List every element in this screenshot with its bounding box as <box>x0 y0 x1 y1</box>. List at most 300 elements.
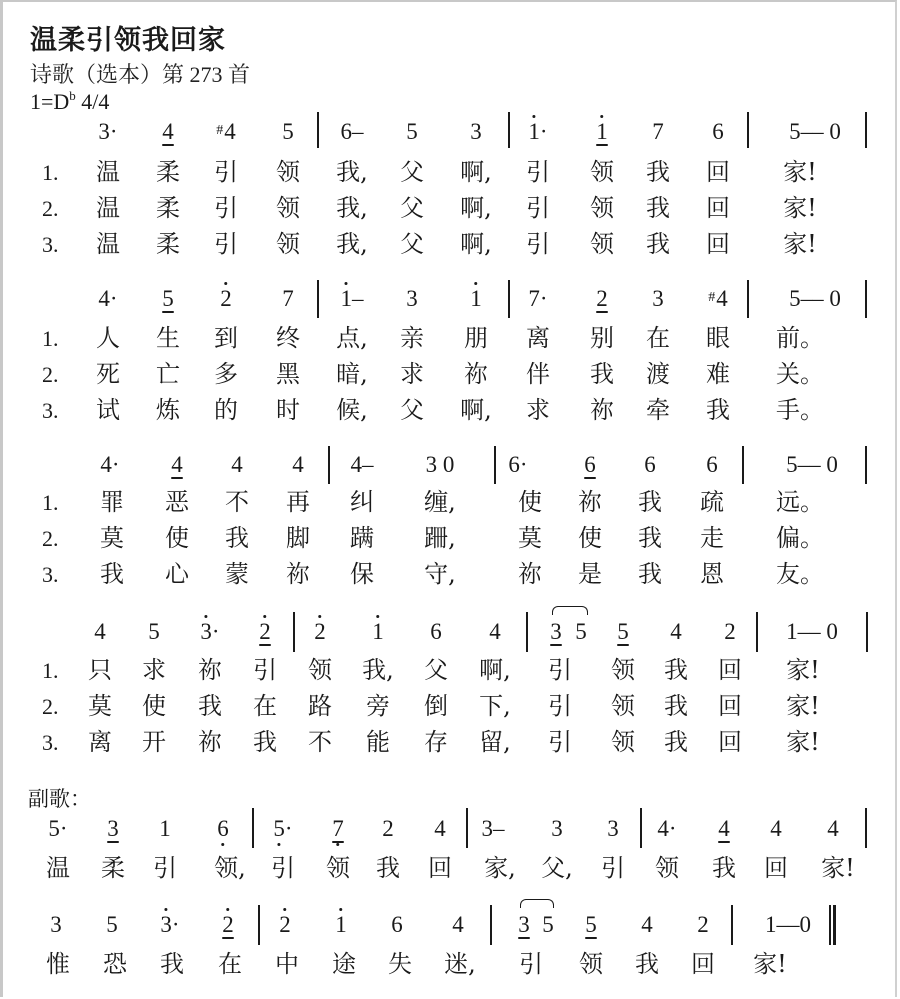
lyric-syllable: 引 <box>153 854 177 882</box>
lyric-syllable: 路 <box>308 692 332 720</box>
lyric-syllable: 祢 <box>198 656 222 684</box>
lyric-syllable: 我 <box>253 728 277 756</box>
note-duration: –– 0 <box>800 119 841 144</box>
lyric-syllable: 恩 <box>700 560 724 588</box>
note <box>217 817 229 840</box>
note <box>391 913 403 936</box>
lyric-syllable: 家! <box>821 854 855 882</box>
final-double-barline <box>829 905 836 945</box>
note <box>162 287 174 310</box>
lyric-syllable: 引 <box>253 656 277 684</box>
barline <box>747 112 749 148</box>
note <box>220 287 232 310</box>
barline <box>317 280 319 318</box>
lyric-syllable: 我, <box>336 158 368 186</box>
lyric-syllable: 保 <box>350 560 374 588</box>
lyric-syllable: 倒 <box>424 692 448 720</box>
lyric-syllable: 死 <box>96 360 120 388</box>
lyric-syllable: 疏 <box>700 488 724 516</box>
lyric-syllable: 家! <box>786 728 820 756</box>
lyric-syllable: 在 <box>218 950 242 978</box>
note <box>644 453 656 476</box>
note <box>528 287 547 310</box>
note <box>434 817 446 840</box>
note <box>426 453 455 476</box>
lyric-syllable: 引 <box>214 230 238 258</box>
lyric-syllable: 我 <box>638 488 662 516</box>
note-duration: · <box>211 619 220 644</box>
lyric-syllable: 莫 <box>518 524 542 552</box>
lyric-syllable: 使 <box>578 524 602 552</box>
lyric-syllable: 家! <box>783 194 817 222</box>
note-digit: 4 <box>350 452 362 477</box>
lyric-syllable: 伴 <box>526 360 550 388</box>
note-digit: 6 <box>391 912 403 937</box>
lyric-syllable: 恶 <box>165 488 189 516</box>
lyric-syllable: 我 <box>160 950 184 978</box>
note-digit: 4 <box>171 452 183 477</box>
note <box>372 620 384 643</box>
note <box>222 913 234 936</box>
lyric-syllable: 别 <box>590 324 614 352</box>
note-digit: 4 <box>827 816 839 841</box>
lyric-syllable: 亡 <box>156 360 180 388</box>
note <box>341 120 364 143</box>
lyric-syllable: 我 <box>664 692 688 720</box>
lyric-syllable: 家! <box>786 656 820 684</box>
lyric-syllable: 旁 <box>366 692 390 720</box>
note-digit: 4 <box>641 912 653 937</box>
verse-number: 1. <box>42 160 59 185</box>
note-duration: –– 0 <box>800 286 841 311</box>
lyric-syllable: 温 <box>96 230 120 258</box>
note-duration: · <box>171 912 180 937</box>
barline <box>328 446 330 484</box>
lyric-syllable: 不 <box>308 728 332 756</box>
barline <box>756 612 758 652</box>
note <box>231 453 243 476</box>
note <box>98 287 117 310</box>
note <box>162 120 174 143</box>
verse-number: 2. <box>42 526 59 551</box>
lyric-syllable: 祢 <box>464 360 488 388</box>
note <box>50 913 62 936</box>
lyric-syllable: 家! <box>786 692 820 720</box>
note <box>575 620 587 643</box>
note <box>652 287 664 310</box>
lyric-syllable: 留, <box>479 728 511 756</box>
lyric-syllable: 我, <box>362 656 394 684</box>
note-digit: 2 <box>314 619 326 644</box>
note-digit: 1 <box>786 619 798 644</box>
note-duration: · <box>668 816 677 841</box>
note-digit: 4 <box>100 452 112 477</box>
note <box>279 913 291 936</box>
lyric-syllable: 求 <box>400 360 424 388</box>
note-duration: –– 0 <box>797 452 838 477</box>
note <box>341 287 364 310</box>
lyric-syllable: 柔 <box>156 230 180 258</box>
note-digit: 4 <box>98 286 110 311</box>
lyric-syllable: 中 <box>275 950 299 978</box>
note-digit: 2 <box>222 912 234 937</box>
barline <box>640 808 642 848</box>
note-duration: · <box>59 816 68 841</box>
lyric-syllable: 啊, <box>460 396 492 424</box>
lyric-syllable: 渡 <box>646 360 670 388</box>
note-digit: 6 <box>430 619 442 644</box>
lyric-syllable: 引 <box>271 854 295 882</box>
note-duration: – <box>493 816 505 841</box>
note-digit: 5 <box>406 119 418 144</box>
lyric-syllable: 我 <box>706 396 730 424</box>
note-digit: 1 <box>340 286 352 311</box>
lyric-syllable: 使 <box>518 488 542 516</box>
note <box>406 120 418 143</box>
note <box>712 120 724 143</box>
lyric-syllable: 引 <box>526 230 550 258</box>
lyric-syllable: 终 <box>276 324 300 352</box>
note <box>159 817 171 840</box>
lyric-syllable: 我 <box>646 230 670 258</box>
lyric-syllable: 引 <box>214 158 238 186</box>
note <box>282 287 294 310</box>
note-duration: · <box>539 286 548 311</box>
lyric-syllable: 朋 <box>464 324 488 352</box>
lyric-syllable: 关。 <box>776 360 824 388</box>
note-digit: 3 <box>406 286 418 311</box>
lyric-syllable: 我, <box>336 194 368 222</box>
lyric-syllable: 在 <box>646 324 670 352</box>
lyric-syllable: 莫 <box>100 524 124 552</box>
note-digit: 3 <box>160 912 172 937</box>
barline <box>508 280 510 318</box>
barline <box>494 446 496 484</box>
note <box>94 620 106 643</box>
note-digit: 1 <box>470 286 482 311</box>
barline <box>866 612 868 652</box>
lyric-syllable: 啊, <box>460 194 492 222</box>
song-title: 温柔引领我回家 <box>30 25 226 56</box>
lyric-syllable: 时 <box>276 396 300 424</box>
note <box>508 453 527 476</box>
note-digit: 7 <box>528 286 540 311</box>
note <box>765 913 811 936</box>
lyric-syllable: 失 <box>388 950 412 978</box>
lyric-syllable: 炼 <box>156 396 180 424</box>
lyric-syllable: 引 <box>214 194 238 222</box>
note-digit: 4 <box>94 619 106 644</box>
note <box>786 453 838 476</box>
barline <box>508 112 510 148</box>
note-digit: 1 <box>335 912 347 937</box>
note-digit: 6 <box>508 452 520 477</box>
lyric-syllable: 蒙 <box>225 560 249 588</box>
note <box>789 120 841 143</box>
note-digit: 6 <box>217 816 229 841</box>
note-duration: – <box>362 452 374 477</box>
lyric-syllable: 引 <box>548 728 572 756</box>
note-digit: 5 <box>48 816 60 841</box>
note-digit: 7 <box>652 119 664 144</box>
sharp-sign: # <box>216 123 224 138</box>
note <box>351 453 374 476</box>
lyric-syllable: 到 <box>214 324 238 352</box>
barline <box>865 446 867 484</box>
note-duration: – <box>352 119 364 144</box>
note <box>617 620 629 643</box>
key-and-time-signature <box>30 88 109 115</box>
verse-number: 2. <box>42 196 59 221</box>
lyric-syllable: 使 <box>165 524 189 552</box>
lyric-syllable: 祢 <box>198 728 222 756</box>
verse-number: 2. <box>42 362 59 387</box>
note-digit: 2 <box>220 286 232 311</box>
lyric-syllable: 偏。 <box>776 524 824 552</box>
barline <box>742 446 744 484</box>
lyric-syllable: 我 <box>638 560 662 588</box>
note-digit: 4 <box>489 619 501 644</box>
lyric-syllable: 领 <box>276 158 300 186</box>
lyric-syllable: 祢 <box>578 488 602 516</box>
lyric-syllable: 温 <box>96 158 120 186</box>
lyric-syllable: 我 <box>664 656 688 684</box>
note <box>160 913 179 936</box>
note-digit: 1 <box>159 816 171 841</box>
lyric-syllable: 我, <box>336 230 368 258</box>
note-digit: 2 <box>697 912 709 937</box>
lyric-syllable: 我 <box>646 158 670 186</box>
note <box>406 287 418 310</box>
note-duration: · <box>111 452 120 477</box>
lyric-syllable: 柔 <box>156 158 180 186</box>
verse-number: 3. <box>42 562 59 587</box>
lyric-syllable: 脚 <box>286 524 310 552</box>
note-digit: 3 <box>200 619 212 644</box>
note-digit: 5 <box>282 119 294 144</box>
lyric-syllable: 我 <box>100 560 124 588</box>
note-digit: 6 <box>340 119 352 144</box>
slur <box>552 606 588 615</box>
note-digit: 6 <box>712 119 724 144</box>
note <box>382 817 394 840</box>
slur <box>520 899 554 908</box>
lyric-syllable: 我 <box>225 524 249 552</box>
lyric-syllable: 父 <box>400 194 424 222</box>
note-digit: 2 <box>279 912 291 937</box>
lyric-syllable: 牵 <box>646 396 670 424</box>
lyric-syllable: 人 <box>96 324 120 352</box>
lyric-syllable: 父 <box>400 396 424 424</box>
note <box>550 620 562 643</box>
note <box>470 287 482 310</box>
note-digit: 2 <box>259 619 271 644</box>
lyric-syllable: 恐 <box>103 950 127 978</box>
note-digit: 5 <box>542 912 554 937</box>
lyric-syllable: 难 <box>706 360 730 388</box>
barline <box>865 112 867 148</box>
lyric-syllable: 领 <box>611 692 635 720</box>
note-digit: 4 <box>231 452 243 477</box>
note-digit: 4 <box>670 619 682 644</box>
note-digit: 4 <box>452 912 464 937</box>
note-digit: 4 <box>716 286 728 311</box>
note-digit: 5 <box>786 452 798 477</box>
lyric-syllable: 引 <box>548 656 572 684</box>
lyric-syllable: 祢 <box>286 560 310 588</box>
note-digit: 4 <box>657 816 669 841</box>
lyric-syllable: 莫 <box>88 692 112 720</box>
note-duration: – <box>352 286 364 311</box>
refrain-label: 副歌： <box>28 787 91 811</box>
note <box>216 120 236 143</box>
note <box>697 913 709 936</box>
lyric-syllable: 领 <box>590 194 614 222</box>
note-digit: 2 <box>382 816 394 841</box>
note <box>470 120 482 143</box>
lyric-syllable: 我 <box>376 854 400 882</box>
lyric-syllable: 求 <box>142 656 166 684</box>
note <box>106 913 118 936</box>
note-digit: 5 <box>617 619 629 644</box>
note-digit: 3 <box>98 119 110 144</box>
note-duration: · <box>519 452 528 477</box>
lyric-syllable: 前。 <box>776 324 824 352</box>
note-digit: 1 <box>528 119 540 144</box>
lyric-syllable: 领 <box>579 950 603 978</box>
lyric-syllable: 家, <box>484 854 516 882</box>
note <box>827 817 839 840</box>
barline <box>865 808 867 848</box>
note <box>670 620 682 643</box>
lyric-syllable: 领 <box>590 158 614 186</box>
note-digit: 4 <box>718 816 730 841</box>
lyric-syllable: 啊, <box>460 230 492 258</box>
note-digit: 3 <box>50 912 62 937</box>
lyric-syllable: 温 <box>46 854 70 882</box>
lyric-syllable: 家! <box>753 950 787 978</box>
lyric-syllable: 心 <box>165 560 189 588</box>
note <box>718 817 730 840</box>
note <box>107 817 119 840</box>
note-digit: 1 <box>372 619 384 644</box>
note <box>706 453 718 476</box>
note <box>789 287 841 310</box>
note <box>282 120 294 143</box>
sharp-sign: # <box>708 290 716 305</box>
note-digit: 3 <box>481 816 493 841</box>
lyric-syllable: 的 <box>214 396 238 424</box>
note-duration: ––0 <box>776 912 811 937</box>
lyric-syllable: 暗, <box>336 360 368 388</box>
lyric-syllable: 引 <box>601 854 625 882</box>
lyric-syllable: 离 <box>526 324 550 352</box>
note-digit: 2 <box>596 286 608 311</box>
lyric-syllable: 只 <box>88 656 112 684</box>
lyric-syllable: 跚, <box>424 524 456 552</box>
note-duration: · <box>109 119 118 144</box>
note <box>332 817 344 840</box>
note <box>259 620 271 643</box>
lyric-syllable: 啊, <box>479 656 511 684</box>
lyric-syllable: 引 <box>519 950 543 978</box>
note <box>148 620 160 643</box>
barline <box>252 808 254 848</box>
lyric-syllable: 回 <box>706 230 730 258</box>
note <box>98 120 117 143</box>
lyric-syllable: 惟 <box>46 950 70 978</box>
note <box>657 817 676 840</box>
lyric-syllable: 祢 <box>590 396 614 424</box>
lyric-syllable: 领 <box>655 854 679 882</box>
note-digit: 6 <box>584 452 596 477</box>
barline <box>490 905 492 945</box>
note <box>314 620 326 643</box>
note-digit: 3 <box>550 619 562 644</box>
note <box>786 620 838 643</box>
lyric-syllable: 我 <box>664 728 688 756</box>
lyric-syllable: 啊, <box>460 158 492 186</box>
lyric-syllable: 我 <box>638 524 662 552</box>
verse-number: 3. <box>42 730 59 755</box>
note-duration: · <box>539 119 548 144</box>
lyric-syllable: 回 <box>706 194 730 222</box>
lyric-syllable: 迷, <box>444 950 476 978</box>
lyric-syllable: 走 <box>700 524 724 552</box>
verse-number: 3. <box>42 232 59 257</box>
lyric-syllable: 回 <box>718 656 742 684</box>
note <box>171 453 183 476</box>
barline <box>747 280 749 318</box>
lyric-syllable: 存 <box>424 728 448 756</box>
lyric-syllable: 回 <box>764 854 788 882</box>
barline <box>293 612 295 652</box>
note-digit: 6 <box>706 452 718 477</box>
lyric-syllable: 试 <box>96 396 120 424</box>
barline <box>466 808 468 848</box>
note <box>551 817 563 840</box>
note-digit: 5 <box>106 912 118 937</box>
lyric-syllable: 领 <box>611 656 635 684</box>
lyric-syllable: 父 <box>400 158 424 186</box>
lyric-syllable: 父, <box>541 854 573 882</box>
note <box>335 913 347 936</box>
lyric-syllable: 使 <box>142 692 166 720</box>
note <box>528 120 547 143</box>
note <box>585 913 597 936</box>
lyric-syllable: 我 <box>590 360 614 388</box>
lyric-syllable: 我 <box>198 692 222 720</box>
lyric-syllable: 蹒 <box>350 524 374 552</box>
lyric-syllable: 领 <box>308 656 332 684</box>
lyric-syllable: 生 <box>156 324 180 352</box>
lyric-syllable: 再 <box>286 488 310 516</box>
lyric-syllable: 手。 <box>776 396 824 424</box>
note <box>273 817 292 840</box>
note <box>518 913 530 936</box>
note-digit: 4 <box>292 452 304 477</box>
lyric-syllable: 我 <box>635 950 659 978</box>
lyric-syllable: 引 <box>548 692 572 720</box>
note-digit: 4 <box>224 119 236 144</box>
barline <box>258 905 260 945</box>
note <box>708 287 728 310</box>
verse-number: 1. <box>42 490 59 515</box>
note <box>584 453 596 476</box>
note-digit: 3 <box>652 286 664 311</box>
lyric-syllable: 求 <box>526 396 550 424</box>
note-digit: 3 <box>551 816 563 841</box>
